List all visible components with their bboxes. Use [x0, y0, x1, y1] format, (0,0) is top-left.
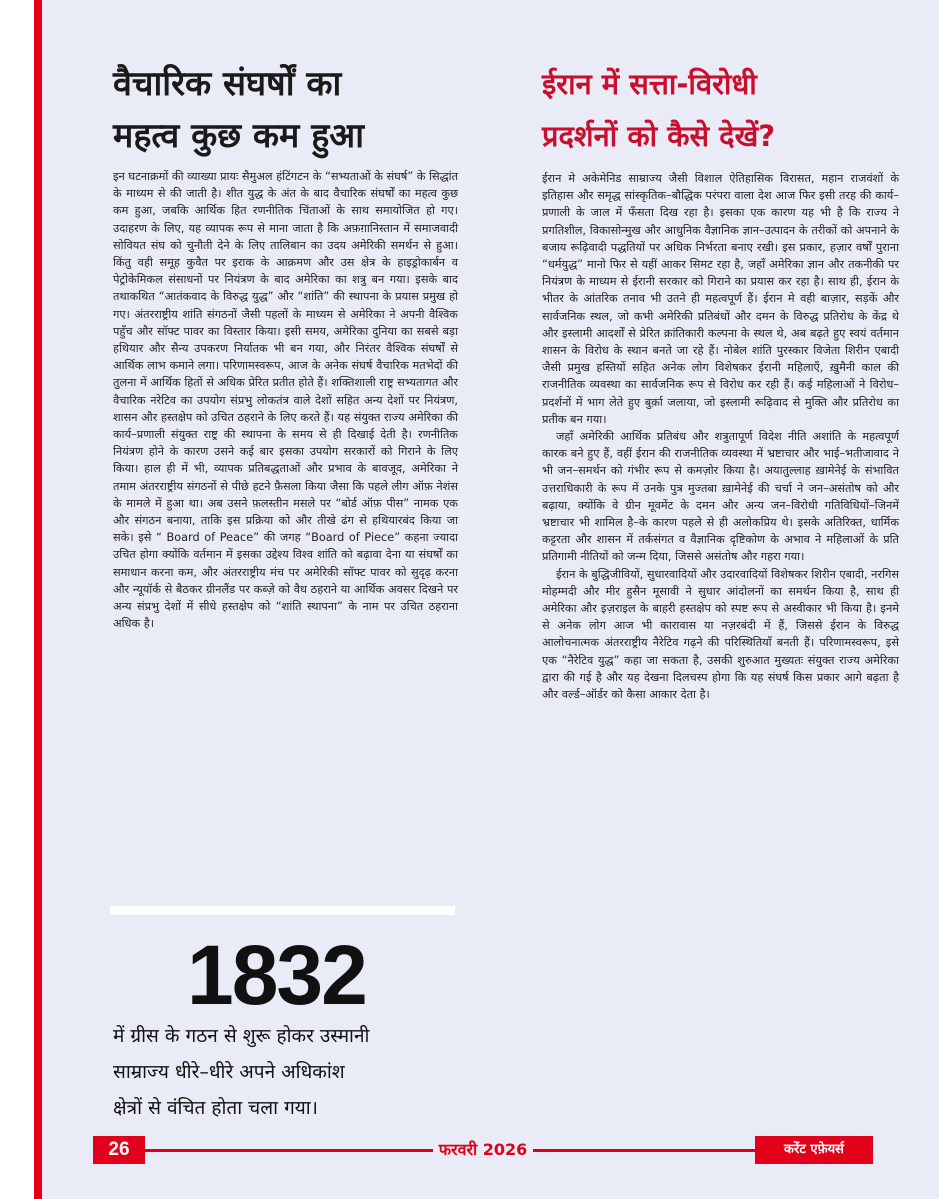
- section-divider: [110, 906, 455, 915]
- left-title-line-1: वैचारिक संघर्षों का: [113, 64, 342, 104]
- left-article-body: [113, 168, 458, 632]
- right-body-paragraph-2: जहाँ अमेरिकी आर्थिक प्रतिबंध और शत्रुतापूर्ण विदेश नीति अशांति के महत्वपूर्ण कारक बने हुए हैं, वहीं ईरान की राजनीतिक व्यवस्था में भ्रष्टाचार और भाई–भतीजावाद ने भी जन–समर्थन को गंभीर रूप से कमज़ोर किया है। अयातुल्लाह ख़ामेनेई के संभावित उत्तराधिकारी के रूप में उनके पुत्र मुज्तबा ख़ामेनेई की चर्चा ने जन–असंतोष को और बढ़ाया, क्योंकि वे ग्रीन मूवमेंट के दमन और अन्य जन–विरोधी गतिविधियों–जिनमें भ्रष्टाचार भी शामिल है–के कारण पहले से ही अलोकप्रिय थे। इसके अतिरिक्त, धार्मिक कट्टरता और शासन में तर्कसंगत व वैज्ञानिक दृष्टिकोण के अभाव ने महिलाओं के प्रति प्रतिगामी नीतियों को जन्म दिया, जिससे असंतोष और गहरा गया।: [542, 430, 899, 564]
- fact-caption: [113, 1018, 473, 1126]
- right-body-paragraph-1: ईरान मे अकेमेनिड साम्राज्य जैसी विशाल ऐतिहासिक विरासत, महान राजवंशों के इतिहास और समृद्ध सांस्कृतिक–बौद्धिक परंपरा वाला देश आज फिर इसी तरह की कार्य–प्रणाली के जाल में फँसता दिख रहा है। इसका एक कारण यह भी है कि राज्य ने प्रगतिशील, विकासोन्मुख और आधुनिक वैज्ञानिक ज्ञान–उत्पादन के तरीकों को अपनाने के बजाय रूढ़िवादी पद्धतियों पर अधिक निर्भरता बनाए रखी। इस प्रकार, हज़ार वर्षों पुराना “धर्मयुद्ध” मानो फिर से यहीं आकर सिमट रहा है, जहाँ अमेरिका ज्ञान और तकनीकी पर नियंत्रण के माध्यम से ईरानी सरकार को गिराने का प्रयास कर रहा है। साथ ही, ईरान के भीतर के आंतरिक तनाव भी उतने ही महत्वपूर्ण हैं। ईरान मे वही बाज़ार, सड़कें और सार्वजनिक स्थल, जो कभी अमेरिकी प्रतिबंधों और दमन के विरुद्ध प्रतिरोध के केंद्र थे और इस्लामी आदर्शों से प्रेरित क्रांतिकारी कल्पना के स्थल थे, अब बढ़ते हुए स्वयं वर्तमान शासन के विरोध के स्थान बनते जा रहे हैं। नोबेल शांति पुरस्कार विजेता शिरीन एबादी जैसी प्रमुख हस्तियों सहित अनेक लोग विशेषकर ईरानी महिलाएँ, ख़ुमैनी काल की राजनीतिक व्यवस्था का सार्वजनिक रूप से विरोध कर रही हैं। कई महिलाओं ने विरोध–प्रदर्शनों में भाग लेते हुए बुर्क़ा जलाया, जो इस्लामी रूढ़िवाद से मुक्ति और प्रतिरोध का प्रतीक बन गया।: [542, 172, 900, 426]
- left-article-title: [113, 58, 458, 162]
- right-article: [542, 58, 899, 703]
- fact-caption-line-1: में ग्रीस के गठन से शुरू होकर उस्मानी: [113, 1025, 370, 1047]
- right-article-title: [542, 58, 899, 162]
- left-title-line-2: महत्व कुछ कम हुआ: [113, 116, 365, 156]
- right-article-body: [542, 170, 899, 703]
- right-title-line-2: प्रदर्शनों को कैसे देखें?: [542, 119, 776, 153]
- issue-date: फरवरी 2026: [433, 1136, 533, 1164]
- fact-number: 1832: [187, 928, 366, 1022]
- fact-caption-line-3: क्षेत्रों से वंचित होता चला गया।: [113, 1097, 318, 1119]
- fact-caption-line-2: साम्राज्य धीरे–धीरे अपने अधिकांश: [113, 1061, 345, 1083]
- magazine-name: करेंट एफ़ेयर्स: [755, 1136, 873, 1164]
- footer-rule-left: [145, 1149, 459, 1152]
- page-number: 26: [93, 1136, 145, 1164]
- left-article: [113, 58, 458, 632]
- right-title-line-1: ईरान में सत्ता-विरोधी: [542, 67, 757, 101]
- left-body-paragraph: इन घटनाक्रमों की व्याख्या प्रायः सैमुअल हंटिंगटन के “सभ्यताओं के संघर्ष” के सिद्धांत के माध्यम से की जाती है। शीत युद्ध के अंत के बाद वैचारिक संघर्षों का महत्व कुछ कम हुआ, जबकि आर्थिक हित रणनीतिक चिंताओं के साथ समायोजित हो गए। उदाहरण के लिए, यह व्यापक रूप से माना जाता है कि अफ़ग़ानिस्तान में समाजवादी सोवियत संघ को चुनौती देने के लिए तालिबान का उदय अमेरिकी समर्थन से हुआ। किंतु वही समूह कुवैत पर इराक के आक्रमण और उस क्षेत्र के हाइड्रोकार्बन व पेट्रोकेमिकल संसाधनों पर नियंत्रण के बाद अमेरिका का शत्रु बन गया। इसके बाद तथाकथित “आतंकवाद के विरुद्ध युद्ध” और “शांति” की स्थापना के प्रयास प्रमुख हो गए। अंतरराष्ट्रीय शांति संगठनों जैसी पहलों के माध्यम से अमेरिका ने अपनी वैश्विक पहुँच और सॉफ्ट पावर का विस्तार किया। इसी समय, अमेरिका दुनिया का सबसे बड़ा हथियार और सैन्य उपकरण निर्यातक भी बन गया, और निरंतर वैश्विक संघर्षों से आर्थिक लाभ कमाने लगा। परिणामस्वरूप, आज के अनेक संघर्ष वैचारिक मतभेदों की तुलना में आर्थिक हितों से अधिक प्रेरित प्रतीत होते हैं। शक्तिशाली राष्ट्र सभ्यतागत और वैचारिक नरेटिव का उपयोग संप्रभु लोकतंत्र वाले देशों सहित अन्य देशों पर नियंत्रण, शासन और हस्तक्षेप को उचित ठहराने के लिए करते हैं। यह संयुक्त राज्य अमेरिका की कार्य–प्रणाली संयुक्त राष्ट्र की स्थापना के समय से ही दिखाई देती है। रणनीतिक नियंत्रण होने के कारण उसने कई बार इसका उपयोग सरकारों को गिराने के लिए किया। हाल ही में भी, व्यापक प्रतिबद्धताओं और प्रभाव के बावजूद, अमेरिका ने तमाम अंतरराष्ट्रीय संगठनों से पीछे हटने फ़ैसला किया जैसा कि पहले लीग ऑफ़ नेशंस के मामले में हुआ था। अब उसने फ़लस्तीन मसले पर “बोर्ड ऑफ़ पीस” नामक एक और संगठन बनाया, ताकि इस प्रक्रिया को और तीखे ढंग से हथियारबंद किया जा सके। इसे “ Board of Peace” की जगह “Board of Piece” कहना ज्यादा उचित होगा क्योंकि वर्तमान में इसका उद्देश्य विश्व शांति को बढ़ावा देना या संघर्षों का समाधान करना कम, और अंतरराष्ट्रीय मंच पर अमेरिकी सॉफ्ट पावर को सुदृढ़ करना और न्यूयॉर्क से बैठकर ग्रीनलैंड पर कब्ज़े को वैध ठहराने या आर्थिक अवसर दिखने पर अन्य संप्रभु देशों में सीधे हस्तक्षेप को “शांति स्थापना” के नाम पर उचित ठहराना अधिक है।: [113, 170, 459, 631]
- left-accent-strip: [34, 0, 42, 1199]
- page-footer: [93, 1136, 873, 1164]
- right-body-paragraph-3: ईरान के बुद्धिजीवियों, सुधारवादियों और उदारवादियों विशेषकर शिरीन एबादी, नरगिस मोहम्मदी और मीर हुसैन मूसावी ने सुधार आंदोलनों का समर्थन किया है, साथ ही अमेरिका और इज़राइल के बाहरी हस्तक्षेप को स्पष्ट रूप से अस्वीकार भी किया है। इनमे से अनेक लोग आज भी कारावास या नज़रबंदी में हैं, जिससे ईरान के विरुद्ध आलोचनात्मक अंतरराष्ट्रीय नैरेटिव गढ़ने की परिस्थितियाँ बनती हैं। परिणामस्वरूप, इसे एक “नैरेटिव युद्ध” कहा जा सकता है, उसकी शुरुआत मुख्यतः संयुक्त राज्य अमेरिका द्वारा की गई है और यह देखना दिलचस्प होगा कि यह संघर्ष किस प्रकार आगे बढ़ता है और वर्ल्ड–ऑर्डर को कैसा आकार देता है।: [542, 567, 899, 702]
- footer-rule-right: [533, 1149, 755, 1152]
